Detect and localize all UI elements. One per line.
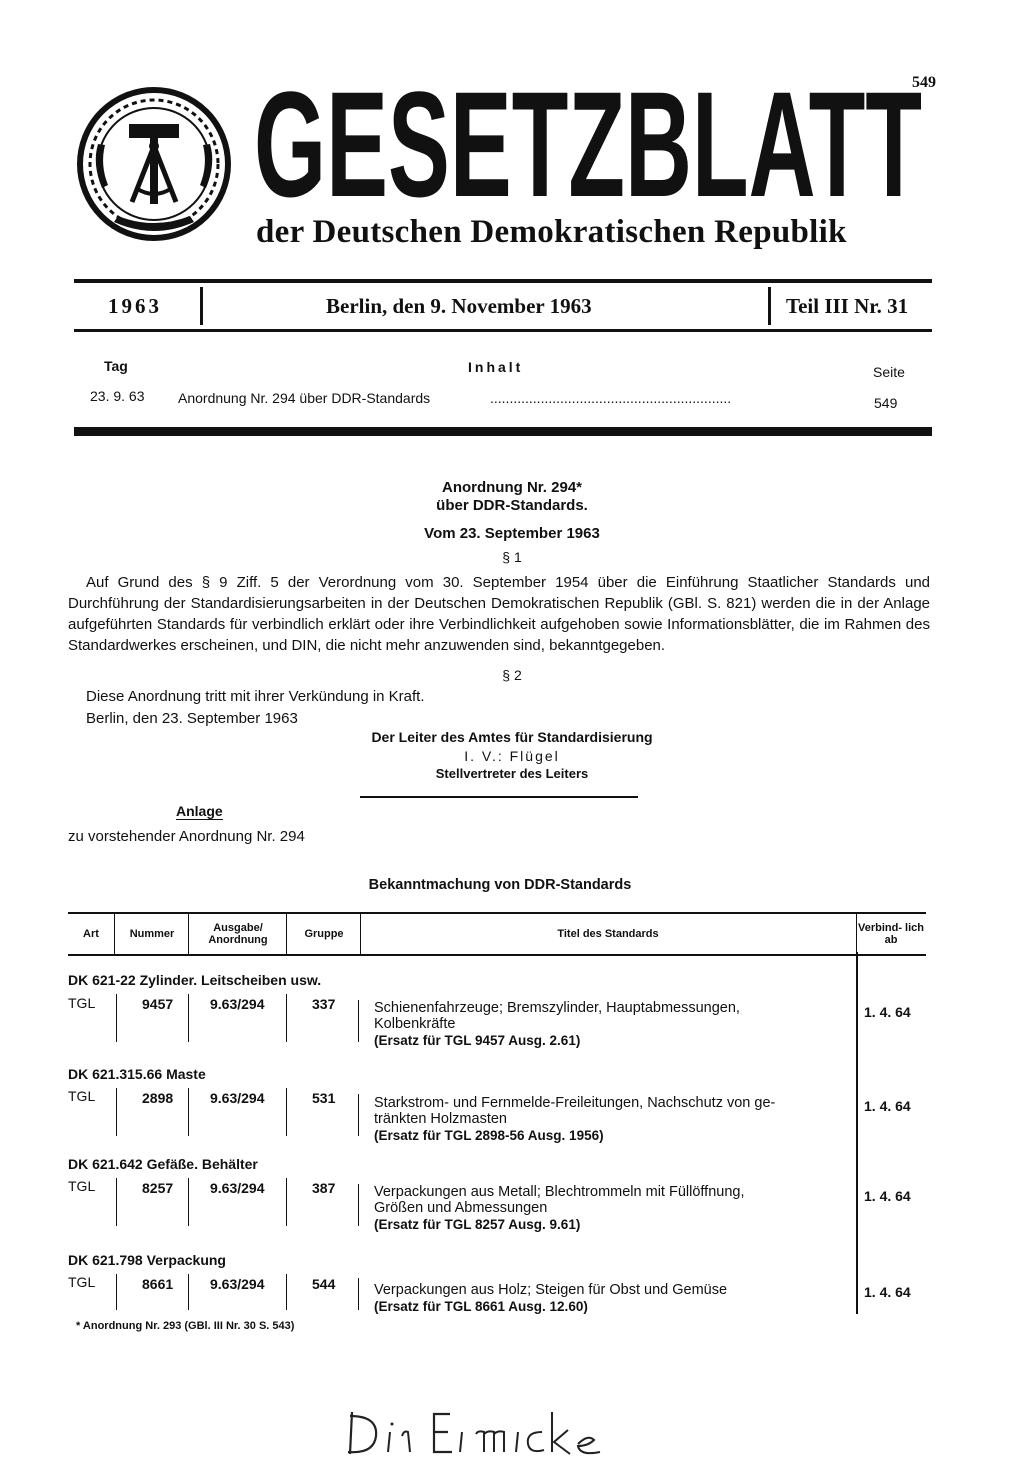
contents-col-day: Tag	[104, 358, 128, 374]
group-heading: DK 621.642 Gefäße. Behälter	[68, 1156, 258, 1172]
cell-ersatz: (Ersatz für TGL 9457 Ausg. 2.61)	[374, 1033, 581, 1048]
cell-nummer: 2898	[142, 1090, 174, 1106]
issue-part: Teil III Nr. 31	[786, 293, 909, 318]
row-divider	[188, 1178, 189, 1226]
contents-entry-page: 549	[874, 395, 898, 411]
col-titel: Titel des Standards	[557, 928, 659, 940]
cell-ersatz: (Ersatz für TGL 8661 Ausg. 12.60)	[374, 1299, 588, 1314]
state-emblem	[74, 84, 234, 244]
col-verbindlich: Verbind- lich ab	[858, 922, 925, 946]
contents-leader-dots: ..............................................................	[490, 390, 732, 406]
cell-nummer: 8661	[142, 1276, 174, 1292]
row-divider	[286, 1088, 287, 1136]
annex-label: Anlage	[176, 803, 223, 819]
section-1-text: Auf Grund des § 9 Ziff. 5 der Verordnung vom 30. September 1954 über die Einführung Staatlicher Standards und Durchführung der Standardisierungsarbeiten in der Deutschen Demokratischen Republik (GBl. S. 821) werden die in der Anlage aufgeführten Standards für verbindlich erklärt oder ihre Verbindlichkeit aufgehoben sowie Informationsblätter, die im Rahmen des Standardwerkes erscheinen, und DIN, die nicht mehr anzuwenden sind, bekanntgegeben.	[68, 574, 930, 654]
row-divider	[286, 1178, 287, 1226]
cell-verbindlich: 1. 4. 64	[864, 1188, 911, 1204]
cell-art: TGL	[68, 995, 96, 1011]
contents-entry-title: Anordnung Nr. 294 über DDR-Standards	[178, 390, 431, 406]
cell-gruppe: 387	[312, 1180, 336, 1196]
masthead-title	[254, 84, 926, 208]
cell-art: TGL	[68, 1178, 96, 1194]
cell-ersatz: (Ersatz für TGL 2898-56 Ausg. 1956)	[374, 1128, 604, 1143]
page-number: 549	[912, 74, 936, 91]
cell-art: TGL	[68, 1088, 96, 1104]
col-nummer: Nummer	[129, 928, 175, 940]
cell-gruppe: 337	[312, 996, 336, 1012]
masthead-text: GESETZBLATT	[254, 84, 922, 208]
ordinance-title-line2: über DDR-Standards.	[436, 497, 588, 514]
cell-ausgabe: 9.63/294	[210, 1276, 265, 1292]
ordinance-title-line1: Anordnung Nr. 294*	[441, 479, 583, 496]
col-art: Art	[83, 928, 99, 940]
col-ausgabe: Ausgabe/ Anordnung	[208, 922, 268, 946]
issue-divider	[768, 287, 771, 325]
footnote: * Anordnung Nr. 293 (GBl. III Nr. 30 S. 543)	[76, 1320, 295, 1332]
cell-titel-line: Verpackungen aus Holz; Steigen für Obst und Gemüse	[374, 1282, 728, 1298]
ordinance-date: Vom 23. September 1963	[424, 525, 600, 542]
cell-ausgabe: 9.63/294	[210, 996, 265, 1012]
table-title: Bekanntmachung von DDR-Standards	[368, 877, 632, 893]
cell-nummer: 9457	[142, 996, 174, 1012]
row-divider	[188, 994, 189, 1042]
contents-entry-date: 23. 9. 63	[90, 388, 145, 404]
col-gruppe: Gruppe	[304, 928, 344, 940]
row-divider	[358, 1094, 359, 1136]
signature-rule	[360, 796, 638, 798]
row-divider	[116, 1178, 117, 1226]
col-divider	[114, 914, 115, 954]
section-2-heading: § 2	[502, 667, 522, 683]
cell-titel-line: Verpackungen aus Metall; Blechtrommeln mit Füllöffnung,	[374, 1184, 745, 1200]
cell-titel-line: Größen und Abmessungen	[374, 1200, 548, 1216]
contents-rule	[74, 427, 932, 436]
section-1-heading: § 1	[502, 549, 522, 565]
signatory-role: Stellvertreter des Leiters	[435, 766, 589, 781]
cell-titel-line: Kolbenkräfte	[374, 1016, 456, 1032]
masthead-subtitle: der Deutschen Demokratischen Republik	[256, 214, 847, 250]
row-divider	[358, 1278, 359, 1310]
annex-reference: zu vorstehender Anordnung Nr. 294	[68, 828, 305, 845]
cell-titel-line: Schienenfahrzeuge; Bremszylinder, Hauptabmessungen,	[374, 1000, 740, 1016]
col-divider	[286, 914, 287, 954]
signatory-name: I. V.: Flügel	[464, 748, 560, 764]
row-divider	[188, 1088, 189, 1136]
group-heading: DK 621.798 Verpackung	[68, 1252, 226, 1268]
issue-year: 1963	[108, 293, 162, 318]
row-divider	[116, 994, 117, 1042]
cell-nummer: 8257	[142, 1180, 174, 1196]
col-divider	[856, 914, 857, 954]
row-divider	[116, 1274, 117, 1310]
cell-verbindlich: 1. 4. 64	[864, 1004, 911, 1020]
cell-gruppe: 544	[312, 1276, 336, 1292]
issue-place-date: Berlin, den 9. November 1963	[326, 293, 592, 318]
cell-verbindlich: 1. 4. 64	[864, 1284, 911, 1300]
row-divider	[286, 994, 287, 1042]
table-right-rule	[856, 952, 858, 1314]
cell-titel-line: Starkstrom- und Fernmelde-Freileitungen, Nachschutz von ge-	[374, 1095, 776, 1111]
issue-bar	[74, 279, 932, 332]
group-heading: DK 621.315.66 Maste	[68, 1066, 206, 1082]
cell-verbindlich: 1. 4. 64	[864, 1098, 911, 1114]
signatory-office: Der Leiter des Amtes für Standardisierung	[371, 729, 653, 745]
contents-col-page: Seite	[873, 364, 905, 380]
issue-divider	[200, 287, 203, 325]
row-divider	[116, 1088, 117, 1136]
cell-gruppe: 531	[312, 1090, 336, 1106]
cell-ausgabe: 9.63/294	[210, 1180, 265, 1196]
group-heading: DK 621-22 Zylinder. Leitscheiben usw.	[68, 972, 322, 988]
section-2-text: Diese Anordnung tritt mit ihrer Verkündung in Kraft.	[86, 688, 425, 705]
row-divider	[358, 1000, 359, 1042]
table-header	[68, 912, 926, 956]
cell-art: TGL	[68, 1274, 96, 1290]
contents-heading: Inhalt	[468, 359, 524, 375]
cell-ersatz: (Ersatz für TGL 8257 Ausg. 9.61)	[374, 1217, 581, 1232]
row-divider	[188, 1274, 189, 1310]
col-divider	[188, 914, 189, 954]
cell-titel-line: tränkten Holzmasten	[374, 1111, 507, 1127]
row-divider	[358, 1184, 359, 1226]
ordinance-place-date: Berlin, den 23. September 1963	[86, 710, 298, 727]
cell-ausgabe: 9.63/294	[210, 1090, 265, 1106]
col-divider	[360, 914, 361, 954]
row-divider	[286, 1274, 287, 1310]
handwritten-note	[338, 1402, 608, 1462]
